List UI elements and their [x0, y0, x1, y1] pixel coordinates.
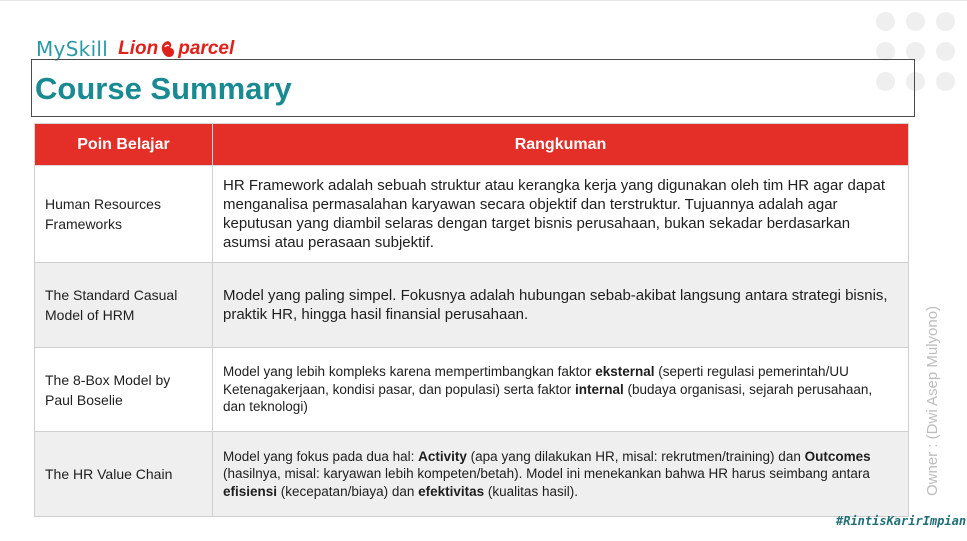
summary-text: (kecepatan/biaya) dan [277, 483, 419, 499]
table-header-row [35, 124, 909, 166]
decorative-dot [906, 12, 925, 31]
poin-cell: The Standard Casual Model of HRM [35, 263, 213, 348]
header-poin-belajar: Poin Belajar [35, 124, 213, 166]
summary-text: Model yang fokus pada dua hal: [223, 448, 419, 464]
keyword-efektivitas: efektivitas [418, 483, 485, 499]
table-row [35, 263, 909, 348]
rangkuman-cell [213, 348, 909, 432]
keyword-eksternal: eksternal [595, 364, 655, 380]
summary-text: (budaya organisasi, sejarah perusahaan, dan teknologi) [223, 381, 873, 415]
decorative-dot [936, 42, 955, 61]
table-row [35, 348, 909, 432]
summary-text: Model yang paling simpel. Fokusnya adalah hubungan sebab-akibat langsung antara strategi bisnis, praktik HR, hingga hasil finansial perusahaan. [223, 287, 888, 323]
parcel-wordmark: parcel [178, 38, 235, 59]
header-rangkuman: Rangkuman [213, 124, 909, 166]
decorative-dot [876, 12, 895, 31]
decorative-dot [936, 12, 955, 31]
keyword-activity: Activity [418, 448, 467, 464]
table-row [35, 166, 909, 263]
poin-cell: The 8-Box Model by Paul Boselie [35, 348, 213, 432]
rangkuman-cell [213, 166, 909, 263]
myskill-logo: MySkill [36, 37, 109, 61]
lion-wordmark: Lion [118, 38, 159, 59]
page-title: Course Summary [35, 71, 292, 106]
owner-credit: Owner : (Dwi Asep Mulyono) [924, 305, 941, 496]
summary-table [34, 123, 909, 517]
top-divider [0, 0, 967, 1]
summary-text: (hasilnya, misal: karyawan lebih kompeten/betah). Model ini menekankan bahwa HR harus seimbang antara [223, 466, 870, 482]
keyword-efisiensi: efisiensi [223, 483, 278, 499]
lion-parcel-logo [118, 38, 234, 60]
hashtag-label: #RintisKarirImpian [836, 514, 967, 528]
keyword-internal: internal [574, 381, 624, 397]
summary-text: HR Framework adalah sebuah struktur atau kerangka kerja yang digunakan oleh tim HR agar dapat menganalisa permasalahan karyawan secara objektif dan terstruktur. Tujuannya adalah agar keputusan yang diambil selaras dengan target bisnis perusahaan, bukan sekadar berdasarkan asumsi atau perasaan subjektif. [223, 177, 886, 251]
decorative-dot [936, 72, 955, 91]
rangkuman-cell [213, 263, 909, 348]
rangkuman-cell [213, 432, 909, 517]
summary-text: (kualitas hasil). [484, 483, 578, 499]
poin-cell: The HR Value Chain [35, 432, 213, 517]
keyword-outcomes: Outcomes [804, 448, 871, 464]
summary-text: (seperti regulasi pemerintah/UU Ketenagakerjaan, kondisi pasar, dan populasi) serta faktor [223, 364, 849, 397]
summary-text: (apa yang dilakukan HR, misal: rekrutmen/training) dan [466, 448, 805, 464]
table-row [35, 432, 909, 517]
lion-head-icon [160, 40, 176, 58]
summary-text: Model yang lebih kompleks karena mempertimbangkan faktor [223, 364, 596, 380]
poin-cell: Human Resources Frameworks [35, 166, 213, 263]
